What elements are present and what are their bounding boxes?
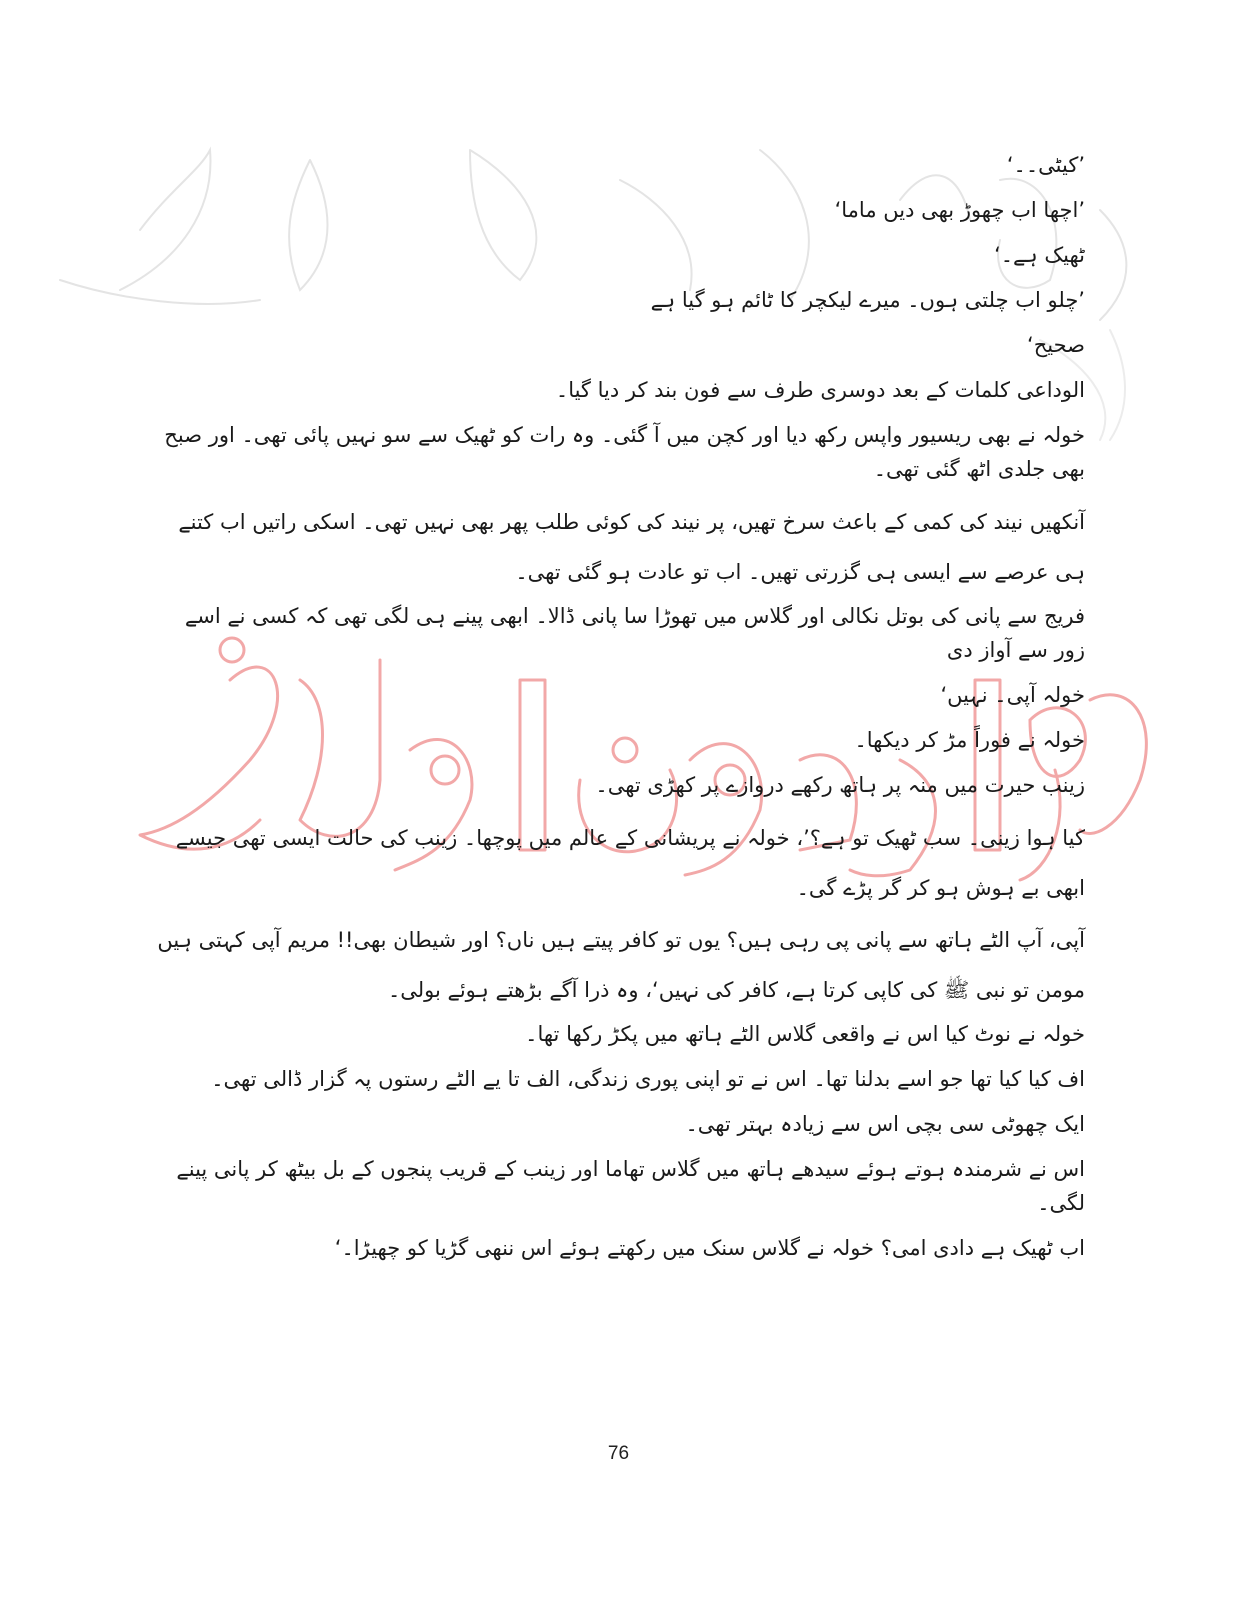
paragraph: الوداعی کلمات کے بعد دوسری طرف سے فون بند کر دیا گیا۔ [555,378,1085,402]
paragraph: کیا ہوا زینی۔ سب ٹھیک تو ہے؟’، خولہ نے پریشانی کے عالم میں پوچھا۔ زینب کی حالت ایسی تھی جیسے ابھی بے ہوش ہو کر گر پڑے گی۔ [175,826,1085,900]
paragraph: اس نے شرمندہ ہوتے ہوئے سیدھے ہاتھ میں گلاس تھاما اور زینب کے قریب پنجوں کے بل بیٹھ کر پانی پینے لگی۔ [176,1157,1085,1215]
paragraph: ایک چھوٹی سی بچی اس سے زیادہ بہتر تھی۔ [685,1112,1085,1136]
paragraph: فریج سے پانی کی بوتل نکالی اور گلاس میں تھوڑا سا پانی ڈالا۔ ابھی پینے ہی لگی تھی کہ کسی نے اسے زور سے آواز دی [184,604,1085,662]
paragraph: خولہ آپی۔ نہیں‘ [940,683,1085,707]
paragraph: اف کیا کیا تھا جو اسے بدلنا تھا۔ اس نے تو اپنی پوری زندگی، الف تا یے الٹے رستوں پہ گزار ڈالی تھی۔ [211,1067,1085,1091]
paragraph: خولہ نے فوراً مڑ کر دیکھا۔ [854,728,1085,752]
text-body [150,148,1085,1276]
paragraph: خولہ نے بھی ریسیور واپس رکھ دیا اور کچن میں آ گئی۔ وہ رات کو ٹھیک سے سو نہیں پائی تھی۔ اور صبح بھی جلدی اٹھ گئی تھی۔ [164,423,1085,481]
paragraph: آپی، آپ الٹے ہاتھ سے پانی پی رہی ہیں؟ یوں تو کافر پیتے ہیں ناں؟ اور شیطان بھی!! مریم آپی کہتی ہیں مومن تو نبی ﷺ کی کاپی کرتا ہے، کافر کی نہیں‘، وہ ذرا آگے بڑھتے ہوئے بولی۔ [157,928,1085,1002]
paragraph: ’چلو اب چلتی ہوں۔ میرے لیکچر کا ٹائم ہو گیا ہے [650,288,1085,312]
paragraph: آنکھیں نیند کی کمی کے باعث سرخ تھیں، پر نیند کی کوئی طلب پھر بھی نہیں تھی۔ اسکی راتیں اب کتنے ہی عرصے سے ایسی ہی گزرتی تھیں۔ اب تو عادت ہو گئی تھی۔ [178,510,1085,584]
paragraph: صحیح‘ [1027,333,1085,357]
paragraph: ٹھیک ہے۔‘ [994,243,1085,267]
paragraph: خولہ نے نوٹ کیا اس نے واقعی گلاس الٹے ہاتھ میں پکڑ رکھا تھا۔ [525,1022,1085,1046]
paragraph: اب ٹھیک ہے دادی امی؟ خولہ نے گلاس سنک میں رکھتے ہوئے اس ننھی گڑیا کو چھیڑا۔‘ [334,1236,1085,1260]
paragraph: زینب حیرت میں منہ پر ہاتھ رکھے دروازے پر کھڑی تھی۔ [595,773,1085,797]
paragraph: ’اچھا اب چھوڑ بھی دیں ماما‘ [834,198,1085,222]
page-number: 76 [607,1443,630,1464]
paragraph: ’کیٹی۔۔‘ [1006,153,1085,177]
